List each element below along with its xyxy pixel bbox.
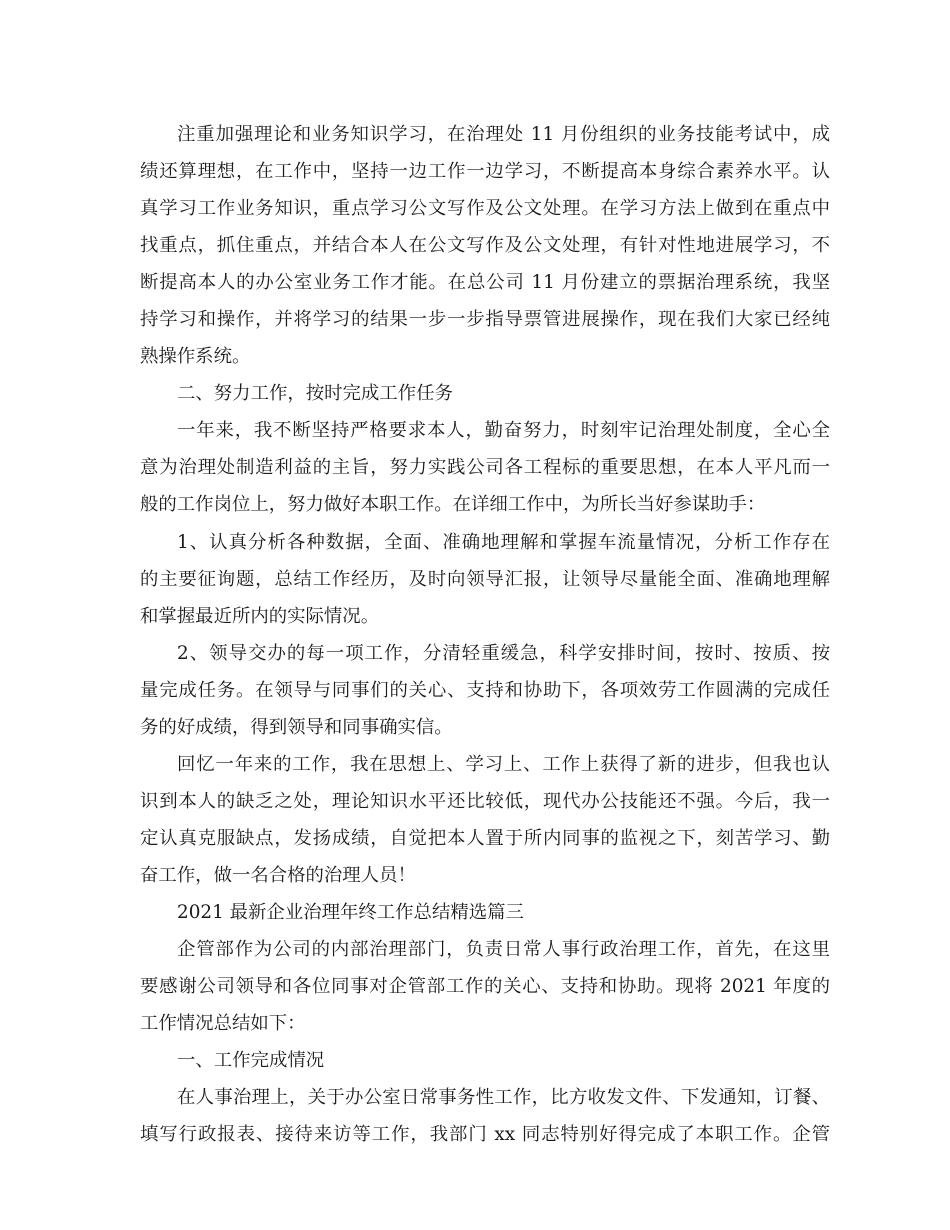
text-line: 要感谢公司领导和各位同事对企管部工作的关心、支持和协助。现将 2021 年度的 [140,976,830,998]
text-line: 注重加强理论和业务知识学习，在治理处 11 月份组织的业务技能考试中，成 [177,124,830,145]
text-line: 般的工作岗位上，努力做好本职工作。在详细工作中，为所长当好参谋助手： [140,494,766,516]
text-line: 填写行政报表、接待来访等工作，我部门 xx 同志特别好得完成了本职工作。企管 [140,1124,830,1146]
text-line: 断提高本人的办公室业务工作才能。在总公司 11 月份建立的票据治理系统，我坚 [140,272,830,294]
text-line: 2、领导交办的每一项工作，分清轻重缓急，科学安排时间，按时、按质、按 [177,642,830,664]
text-line: 量完成任务。在领导与同事们的关心、支持和协助下，各项效劳工作圆满的完成任 [140,679,830,701]
text-line: 意为治理处制造利益的主旨，努力实践公司各工程标的重要思想，在本人平凡而一 [140,457,830,479]
text-line: 在人事治理上，关于办公室日常事务性工作，比方收发文件、下发通知，订餐、 [177,1087,830,1109]
section-heading: 2021 最新企业治理年终工作总结精选篇三 [177,901,524,923]
text-line: 持学习和操作，并将学习的结果一步一步指导票管进展操作，现在我们大家已经纯 [140,309,830,331]
text-line: 的主要征询题，总结工作经历，及时向领导汇报，让领导尽量能全面、准确地理解 [140,568,830,590]
text-line: 企管部作为公司的内部治理部门，负责日常人事行政治理工作，首先，在这里 [177,939,830,961]
text-line: 一年来，我不断坚持严格要求本人，勤奋努力，时刻牢记治理处制度，全心全 [177,420,830,442]
text-line: 找重点，抓住重点，并结合本人在公文写作及公文处理，有针对性地进展学习，不 [140,235,830,257]
text-line: 定认真克服缺点，发扬成绩，自觉把本人置于所内同事的监视之下，刻苦学习、勤 [140,827,830,849]
text-line: 1、认真分析各种数据，全面、准确地理解和掌握车流量情况，分析工作存在 [177,531,830,553]
text-line: 奋工作，做一名合格的治理人员！ [140,864,416,886]
text-line: 熟操作系统。 [140,346,251,368]
text-line: 务的好成绩，得到领导和同事确实信。 [140,716,453,738]
text-line: 工作情况总结如下： [140,1013,306,1035]
text-line: 绩还算理想，在工作中，坚持一边工作一边学习，不断提高本身综合素养水平。认 [140,161,830,183]
text-line: 和掌握最近所内的实际情况。 [140,605,380,627]
section-heading: 一、工作完成情况 [177,1050,325,1072]
text-line: 识到本人的缺乏之处，理论知识水平还比较低，现代办公技能还不强。今后，我一 [140,790,830,812]
document-body [140,116,830,1153]
section-heading: 二、努力工作，按时完成工作任务 [177,383,453,405]
text-line: 真学习工作业务知识，重点学习公文写作及公文处理。在学习方法上做到在重点中 [140,198,830,220]
text-line: 回忆一年来的工作，我在思想上、学习上、工作上获得了新的进步，但我也认 [177,753,830,775]
